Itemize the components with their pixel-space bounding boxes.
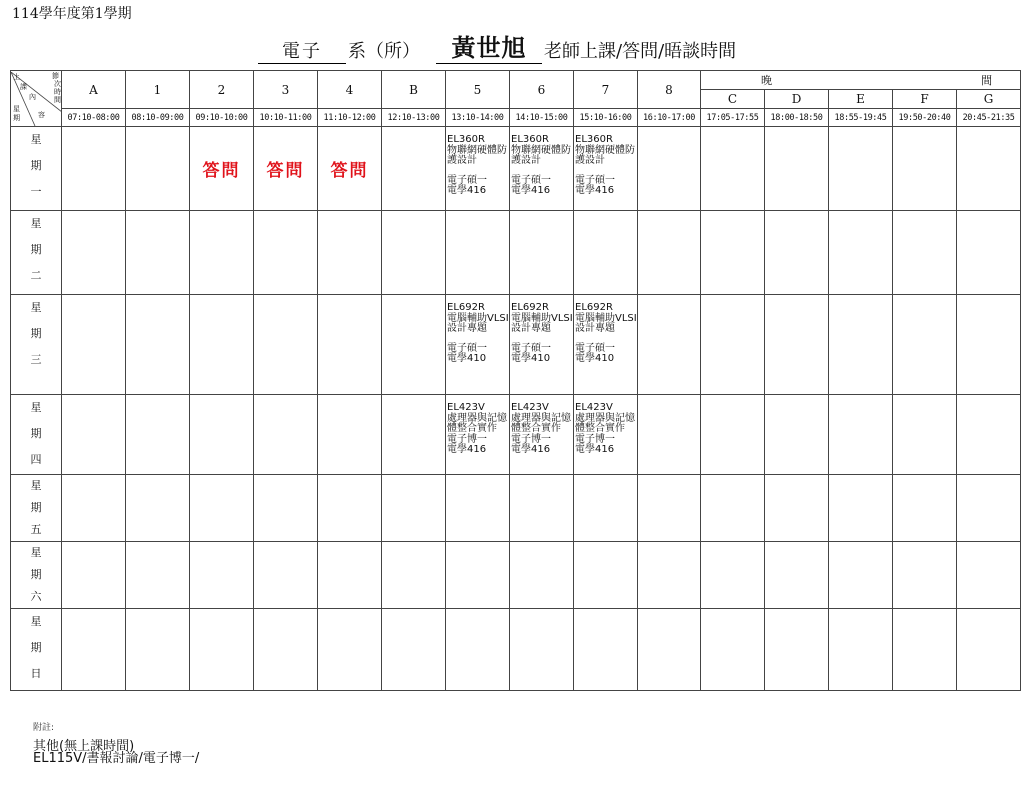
period-label: 4: [318, 71, 382, 109]
slot-cell: [190, 395, 254, 475]
slot-cell: [126, 295, 190, 395]
corner-label: 星: [13, 104, 20, 113]
corner-label: 容: [38, 110, 45, 119]
period-time: 11:10-12:00: [318, 109, 382, 127]
course-class: 電子博一: [447, 433, 487, 445]
course-code: EL360R: [511, 134, 549, 145]
course-class: 電子碩一: [575, 342, 615, 354]
course-slot: [446, 395, 510, 475]
slot-cell: [638, 475, 701, 542]
slot-cell: [254, 475, 318, 542]
slot-cell: [446, 609, 510, 691]
slot-cell: [829, 475, 893, 542]
slot-cell: [893, 395, 957, 475]
timetable: [10, 70, 1021, 691]
course-class: 電子碩一: [575, 174, 615, 186]
course-slot: [510, 127, 574, 211]
course-name: 物聯網硬體防護設計: [575, 144, 635, 166]
course-room: 電學416: [447, 444, 487, 455]
slot-cell: [254, 295, 318, 395]
slot-cell: [62, 295, 126, 395]
slot-cell: [62, 542, 126, 609]
day-label: 星 期 六: [11, 542, 62, 609]
slot-cell: [126, 211, 190, 295]
title-subject: 老師上課/答問/晤談時間: [544, 41, 737, 62]
period-time: 19:50-20:40: [893, 109, 957, 127]
period-time: 20:45-21:35: [957, 109, 1021, 127]
slot-cell: [126, 609, 190, 691]
period-time: 15:10-16:00: [574, 109, 638, 127]
course-code: EL423V: [447, 402, 485, 413]
slot-cell: [126, 475, 190, 542]
slot-cell: [893, 211, 957, 295]
slot-cell: [829, 127, 893, 211]
slot-cell: [62, 127, 126, 211]
slot-cell: [446, 475, 510, 542]
slot-cell: [701, 395, 765, 475]
slot-cell: [382, 475, 446, 542]
slot-cell: [318, 609, 382, 691]
slot-cell: [62, 211, 126, 295]
slot-cell: [190, 542, 254, 609]
course-class: 電子博一: [575, 433, 615, 445]
notes-label: 附註:: [33, 723, 55, 733]
slot-cell: [638, 127, 701, 211]
course-room: 電學410: [447, 353, 487, 364]
notes-line: 其他(無上課時間): [33, 739, 135, 754]
course-code: EL423V: [511, 402, 549, 413]
course-name: 處理器與記憶體整合實作: [511, 412, 571, 434]
course-code: EL423V: [575, 402, 613, 413]
slot-cell: [701, 609, 765, 691]
page-title: [0, 28, 1030, 64]
notes-line: EL115V/書報討論/電子博一/: [33, 751, 200, 766]
slot-cell: [574, 542, 638, 609]
slot-cell: [701, 127, 765, 211]
slot-cell: [318, 542, 382, 609]
slot-cell: [62, 395, 126, 475]
slot-cell: [574, 609, 638, 691]
slot-cell: [318, 295, 382, 395]
corner-label: 上: [13, 72, 20, 81]
slot-cell: [382, 609, 446, 691]
course-slot: [510, 395, 574, 475]
slot-cell: [829, 542, 893, 609]
slot-cell: [957, 542, 1021, 609]
slot-cell: [190, 211, 254, 295]
slot-cell: [254, 609, 318, 691]
day-row-monday: [11, 127, 1021, 211]
course-name: 電腦輔助VLSI設計專題: [511, 312, 573, 334]
slot-cell: [765, 542, 829, 609]
course-room: 電學416: [447, 185, 487, 196]
period-label: A: [62, 71, 126, 109]
day-label: 星 期 四: [11, 395, 62, 475]
slot-cell: [829, 609, 893, 691]
course-class: 電子碩一: [447, 174, 487, 186]
slot-cell: [254, 211, 318, 295]
evening-label-left: 晚: [761, 74, 772, 87]
slot-cell: [126, 395, 190, 475]
period-time: 16:10-17:00: [638, 109, 701, 127]
course-class: 電子博一: [511, 433, 551, 445]
slot-cell: [765, 475, 829, 542]
slot-cell: [701, 542, 765, 609]
period-time: 09:10-10:00: [190, 109, 254, 127]
period-label: 1: [126, 71, 190, 109]
course-room: 電學416: [575, 444, 615, 455]
period-label: E: [829, 90, 893, 109]
period-label: B: [382, 71, 446, 109]
course-room: 電學410: [575, 353, 615, 364]
course-name: 電腦輔助VLSI設計專題: [447, 312, 509, 334]
period-label: F: [893, 90, 957, 109]
period-time: 08:10-09:00: [126, 109, 190, 127]
slot-cell: [829, 295, 893, 395]
course-slot: [574, 395, 638, 475]
slot-cell: [254, 542, 318, 609]
slot-cell: [126, 127, 190, 211]
corner-label: 次: [54, 79, 61, 88]
course-code: EL360R: [447, 134, 485, 145]
period-label: 2: [190, 71, 254, 109]
course-code: EL692R: [447, 302, 485, 313]
course-slot: [574, 127, 638, 211]
period-label: G: [957, 90, 1021, 109]
slot-cell: [510, 542, 574, 609]
period-time: 12:10-13:00: [382, 109, 446, 127]
slot-cell: [254, 395, 318, 475]
slot-cell: [765, 609, 829, 691]
slot-cell: [765, 127, 829, 211]
period-label: 7: [574, 71, 638, 109]
period-time: 18:55-19:45: [829, 109, 893, 127]
semester-label: 114學年度第1學期: [12, 6, 132, 22]
day-label: 星 期 日: [11, 609, 62, 691]
period-time: 14:10-15:00: [510, 109, 574, 127]
slot-cell: [382, 211, 446, 295]
corner-label: 節: [52, 71, 59, 80]
day-label: 星 期 一: [11, 127, 62, 211]
qa-slot: 答問: [318, 127, 382, 211]
course-slot: [510, 295, 574, 395]
slot-cell: [446, 542, 510, 609]
slot-cell: [893, 127, 957, 211]
slot-cell: [701, 475, 765, 542]
slot-cell: [829, 395, 893, 475]
slot-cell: [62, 609, 126, 691]
slot-cell: [126, 542, 190, 609]
course-class: 電子碩一: [511, 342, 551, 354]
course-class: 電子碩一: [511, 174, 551, 186]
slot-cell: [701, 295, 765, 395]
slot-cell: [957, 475, 1021, 542]
day-label: 星 期 三: [11, 295, 62, 395]
slot-cell: [318, 475, 382, 542]
slot-cell: [957, 211, 1021, 295]
period-time: 17:05-17:55: [701, 109, 765, 127]
corner-label: 內: [29, 92, 36, 101]
course-slot: [574, 295, 638, 395]
slot-cell: [638, 211, 701, 295]
course-room: 電學416: [511, 185, 551, 196]
slot-cell: [765, 295, 829, 395]
course-code: EL692R: [575, 302, 613, 313]
day-row-saturday: [11, 542, 1021, 609]
slot-cell: [190, 295, 254, 395]
slot-cell: [701, 211, 765, 295]
period-label: 5: [446, 71, 510, 109]
slot-cell: [190, 609, 254, 691]
period-time: 10:10-11:00: [254, 109, 318, 127]
period-label: 6: [510, 71, 574, 109]
slot-cell: [765, 395, 829, 475]
slot-cell: [638, 542, 701, 609]
slot-cell: [62, 475, 126, 542]
period-label: D: [765, 90, 829, 109]
period-label: C: [701, 90, 765, 109]
slot-cell: [510, 475, 574, 542]
day-row-thursday: [11, 395, 1021, 475]
title-department-suffix: 系（所）: [348, 41, 420, 62]
qa-slot: 答問: [254, 127, 318, 211]
slot-cell: [893, 475, 957, 542]
corner-label: 課: [20, 82, 27, 91]
period-time: 18:00-18:50: [765, 109, 829, 127]
slot-cell: [190, 475, 254, 542]
period-label: 3: [254, 71, 318, 109]
slot-cell: [382, 542, 446, 609]
slot-cell: [957, 127, 1021, 211]
slot-cell: [574, 475, 638, 542]
day-row-tuesday: [11, 211, 1021, 295]
notes-section: [33, 720, 199, 765]
evening-label-right: 間: [981, 74, 993, 87]
slot-cell: [893, 609, 957, 691]
qa-slot: 答問: [190, 127, 254, 211]
course-room: 電學416: [511, 444, 551, 455]
title-department: 電子: [258, 37, 346, 64]
slot-cell: [510, 211, 574, 295]
course-name: 處理器與記憶體整合實作: [575, 412, 635, 434]
corner-label: 期: [13, 113, 20, 122]
day-row-sunday: [11, 609, 1021, 691]
slot-cell: [893, 295, 957, 395]
slot-cell: [318, 211, 382, 295]
slot-cell: [957, 609, 1021, 691]
slot-cell: [638, 609, 701, 691]
day-label: 星 期 二: [11, 211, 62, 295]
slot-cell: [382, 395, 446, 475]
slot-cell: [510, 609, 574, 691]
evening-header: [701, 71, 1021, 90]
slot-cell: [446, 211, 510, 295]
course-room: 電學416: [575, 185, 615, 196]
corner-label: 間: [54, 95, 61, 104]
course-slot: [446, 127, 510, 211]
slot-cell: [957, 395, 1021, 475]
course-class: 電子碩一: [447, 342, 487, 354]
day-label: 星 期 五: [11, 475, 62, 542]
slot-cell: [574, 211, 638, 295]
course-code: EL360R: [575, 134, 613, 145]
slot-cell: [957, 295, 1021, 395]
header-corner-cell: [11, 71, 62, 127]
course-name: 物聯網硬體防護設計: [447, 144, 507, 166]
slot-cell: [382, 295, 446, 395]
period-label: 8: [638, 71, 701, 109]
slot-cell: [893, 542, 957, 609]
course-slot: [446, 295, 510, 395]
course-name: 電腦輔助VLSI設計專題: [575, 312, 637, 334]
slot-cell: [638, 295, 701, 395]
course-room: 電學410: [511, 353, 551, 364]
period-time: 07:10-08:00: [62, 109, 126, 127]
course-name: 物聯網硬體防護設計: [511, 144, 571, 166]
slot-cell: [382, 127, 446, 211]
course-name: 處理器與記憶體整合實作: [447, 412, 507, 434]
slot-cell: [765, 211, 829, 295]
course-code: EL692R: [511, 302, 549, 313]
slot-cell: [829, 211, 893, 295]
slot-cell: [638, 395, 701, 475]
corner-label: 時: [54, 87, 61, 96]
slot-cell: [318, 395, 382, 475]
day-row-friday: [11, 475, 1021, 542]
period-time: 13:10-14:00: [446, 109, 510, 127]
day-row-wednesday: [11, 295, 1021, 395]
title-teacher-name: 黃世旭: [436, 28, 542, 64]
